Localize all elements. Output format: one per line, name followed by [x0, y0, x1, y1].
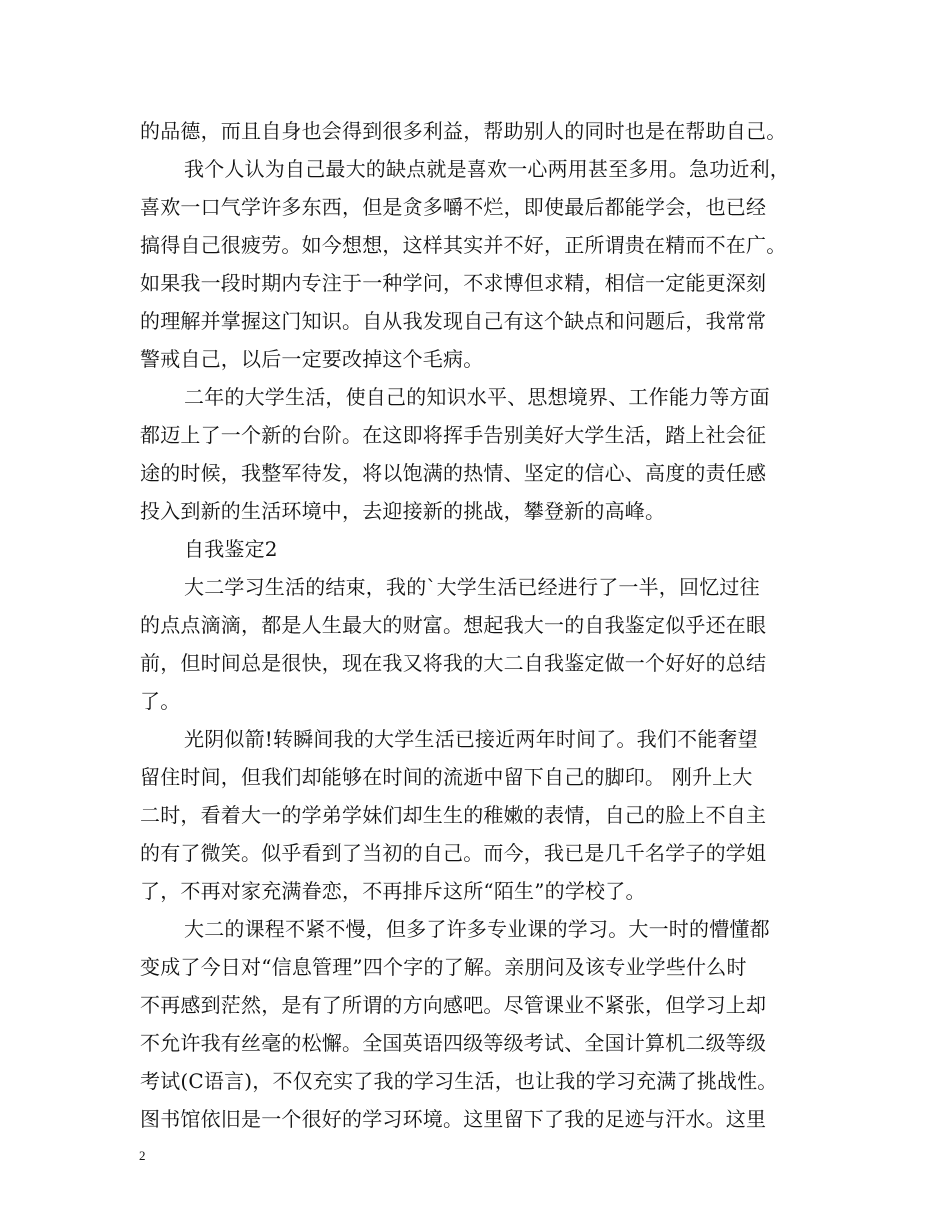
- page-number: 2: [139, 1148, 146, 1163]
- text-line: 的理解并掌握这门知识。自从我发现自己有这个缺点和问题后，我常常: [140, 309, 767, 333]
- text-line: 留住时间，但我们却能够在时间的流逝中留下自己的脚印。 刚升上大: [140, 765, 753, 789]
- text-line: 前，但时间总是很快，现在我又将我的大二自我鉴定做一个好好的总结: [140, 651, 767, 675]
- text-line: 变成了今日对“信息管理”四个字的了解。亲朋问及该专业学些什么时: [140, 955, 747, 979]
- text-line: 的点点滴滴，都是人生最大的财富。想起我大一的自我鉴定似乎还在眼: [140, 613, 767, 637]
- text-line: 图书馆依旧是一个很好的学习环境。这里留下了我的足迹与汗水。这里: [140, 1107, 767, 1131]
- text-line: 的有了微笑。似乎看到了当初的自己。而今，我已是几千名学子的学姐: [140, 841, 767, 865]
- text-line: 二年的大学生活，使自己的知识水平、思想境界、工作能力等方面: [184, 385, 770, 409]
- text-line: 大二学习生活的结束，我的`大学生活已经进行了一半，回忆过往: [184, 575, 760, 599]
- text-line: 二时，看着大一的学弟学妹们却生生的稚嫩的表情，自己的脸上不自主: [140, 803, 767, 827]
- text-line: 警戒自己，以后一定要改掉这个毛病。: [140, 347, 484, 371]
- text-line: 喜欢一口气学许多东西，但是贪多嚼不烂，即使最后都能学会，也已经: [140, 195, 767, 219]
- text-line: 如果我一段时期内专注于一种学问，不求博但求精，相信一定能更深刻: [140, 271, 767, 295]
- text-line: 我个人认为自己最大的缺点就是喜欢一心两用甚至多用。急功近利，: [184, 157, 790, 181]
- section-heading: 自我鉴定2: [184, 537, 278, 561]
- text-line: 的品德，而且自身也会得到很多利益，帮助别人的同时也是在帮助自己。: [140, 119, 787, 143]
- text-line: 大二的课程不紧不慢，但多了许多专业课的学习。大一时的懵懂都: [184, 917, 770, 941]
- text-line: 光阴似箭!转瞬间我的大学生活已接近两年时间了。我们不能奢望: [184, 727, 758, 751]
- text-line: 不允许我有丝毫的松懈。全国英语四级等级考试、全国计算机二级等级: [140, 1031, 767, 1055]
- text-line: 途的时候，我整军待发，将以饱满的热情、坚定的信心、高度的责任感: [140, 461, 767, 485]
- text-line: 投入到新的生活环境中，去迎接新的挑战，攀登新的高峰。: [140, 499, 666, 523]
- text-line: 了，不再对家充满眷恋，不再排斥这所“陌生”的学校了。: [140, 879, 646, 903]
- text-line: 考试(C语言)，不仅充实了我的学习生活，也让我的学习充满了挑战性。: [140, 1069, 778, 1093]
- text-line: 了。: [140, 689, 181, 713]
- text-line: 不再感到茫然，是有了所谓的方向感吧。尽管课业不紧张，但学习上却: [140, 993, 767, 1017]
- text-line: 搞得自己很疲劳。如今想想，这样其实并不好，正所谓贵在精而不在广。: [140, 233, 787, 257]
- text-line: 都迈上了一个新的台阶。在这即将挥手告别美好大学生活，踏上社会征: [140, 423, 767, 447]
- body-text: [140, 112, 820, 1138]
